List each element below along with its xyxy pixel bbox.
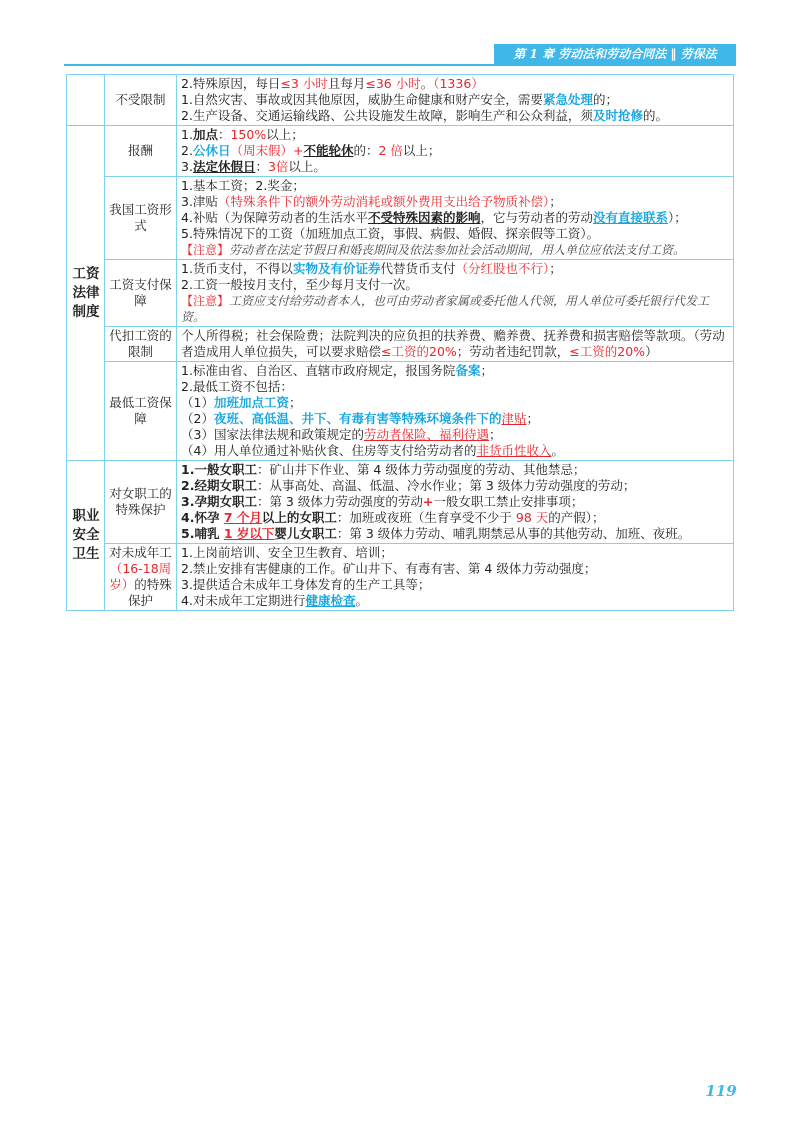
table-row: [67, 75, 734, 126]
row-content: 1.标准由省、自治区、直辖市政府规定，报国务院备案； 2.最低工资不包括： （1）加班加点工资； （2）夜班、高低温、井下、有毒有害等特殊环境条件下的津贴； （3）国家法律法规和政策规定的劳动者保险、福利待遇； （4）用人单位通过补贴伙食、住房等支付给劳动者的非货币性收入。: [177, 362, 734, 461]
table-row: [67, 544, 734, 611]
row-label: 最低工资保障: [105, 362, 177, 461]
row-content: 1.货币支付，不得以实物及有价证券代替货币支付（分红股也不行）； 2.工资一般按月支付，至少每月支付一次。 【注意】工资应支付给劳动者本人，也可由劳动者家属或委托他人代领，用人单位可委托银行代发工资。: [177, 260, 734, 327]
category-cell-wages: 工资法律制度: [67, 126, 105, 461]
row-content: 1.基本工资；2.奖金； 3.津贴（特殊条件下的额外劳动消耗或额外费用支出给予物质补偿）； 4.补贴（为保障劳动者的生活水平不受特殊因素的影响，它与劳动者的劳动没有直接联系）； 5.特殊情况下的工资（加班加点工资，事假、病假、婚假、探亲假等工资）。 【注意】劳动者在法定节假日和婚丧期间及依法参加社会活动期间，用人单位应依法支付工资。: [177, 177, 734, 260]
table-row: [67, 327, 734, 362]
row-label: 对女职工的特殊保护: [105, 461, 177, 544]
table-row: [67, 126, 734, 177]
table-row: [67, 362, 734, 461]
chapter-header: 第 1 章 劳动法和劳动合同法 ‖ 劳保法: [494, 44, 736, 64]
row-content: 2.特殊原因，每日≤3 小时且每月≤36 小时。（1336） 1.自然灾害、事故或因其他原因，威胁生命健康和财产安全，需要紧急处理的； 2.生产设备、交通运输线路、公共设施发生故障，影响生产和公众利益，须及时抢修的。: [177, 75, 734, 126]
row-label: 不受限制: [105, 75, 177, 126]
row-content: 1.一般女职工：矿山井下作业、第 4 级体力劳动强度的劳动、其他禁忌； 2.经期女职工：从事高处、高温、低温、冷水作业；第 3 级体力劳动强度的劳动； 3.孕期女职工：第 3 级体力劳动强度的劳动+一般女职工禁止安排事项； 4.怀孕 7 个月以上的女职工：加班或夜班（生育享受不少于 98 天的产假）； 5.哺乳 1 岁以下婴儿女职工：第 3 级体力劳动、哺乳期禁忌从事的其他劳动、加班、夜班。: [177, 461, 734, 544]
row-content: 1.上岗前培训、安全卫生教育、培训； 2.禁止安排有害健康的工作。矿山井下、有毒有害、第 4 级体力劳动强度； 3.提供适合未成年工身体发育的生产工具等； 4.对未成年工定期进行健康检查。: [177, 544, 734, 611]
header-divider: [64, 64, 736, 66]
table-row: [67, 260, 734, 327]
row-label: 代扣工资的限制: [105, 327, 177, 362]
page-number: 119: [705, 1082, 737, 1100]
table-row: [67, 461, 734, 544]
row-label: 工资支付保障: [105, 260, 177, 327]
table-row: [67, 177, 734, 260]
row-label: 报酬: [105, 126, 177, 177]
row-content: 1.加点：150%以上； 2.公休日（周末假）+不能轮休的：2 倍以上； 3.法定休假日：3倍以上。: [177, 126, 734, 177]
row-label: 我国工资形式: [105, 177, 177, 260]
category-cell-blank: [67, 75, 105, 126]
category-cell-safety: 职业安全卫生: [67, 461, 105, 611]
law-summary-table: [66, 74, 734, 611]
row-label: 对未成年工（16-18周岁）的特殊保护: [105, 544, 177, 611]
row-content: 个人所得税；社会保险费；法院判决的应负担的扶养费、赡养费、抚养费和损害赔偿等款项。（劳动者造成用人单位损失，可以要求赔偿≤工资的20%；劳动者违纪罚款，≤工资的20%）: [177, 327, 734, 362]
